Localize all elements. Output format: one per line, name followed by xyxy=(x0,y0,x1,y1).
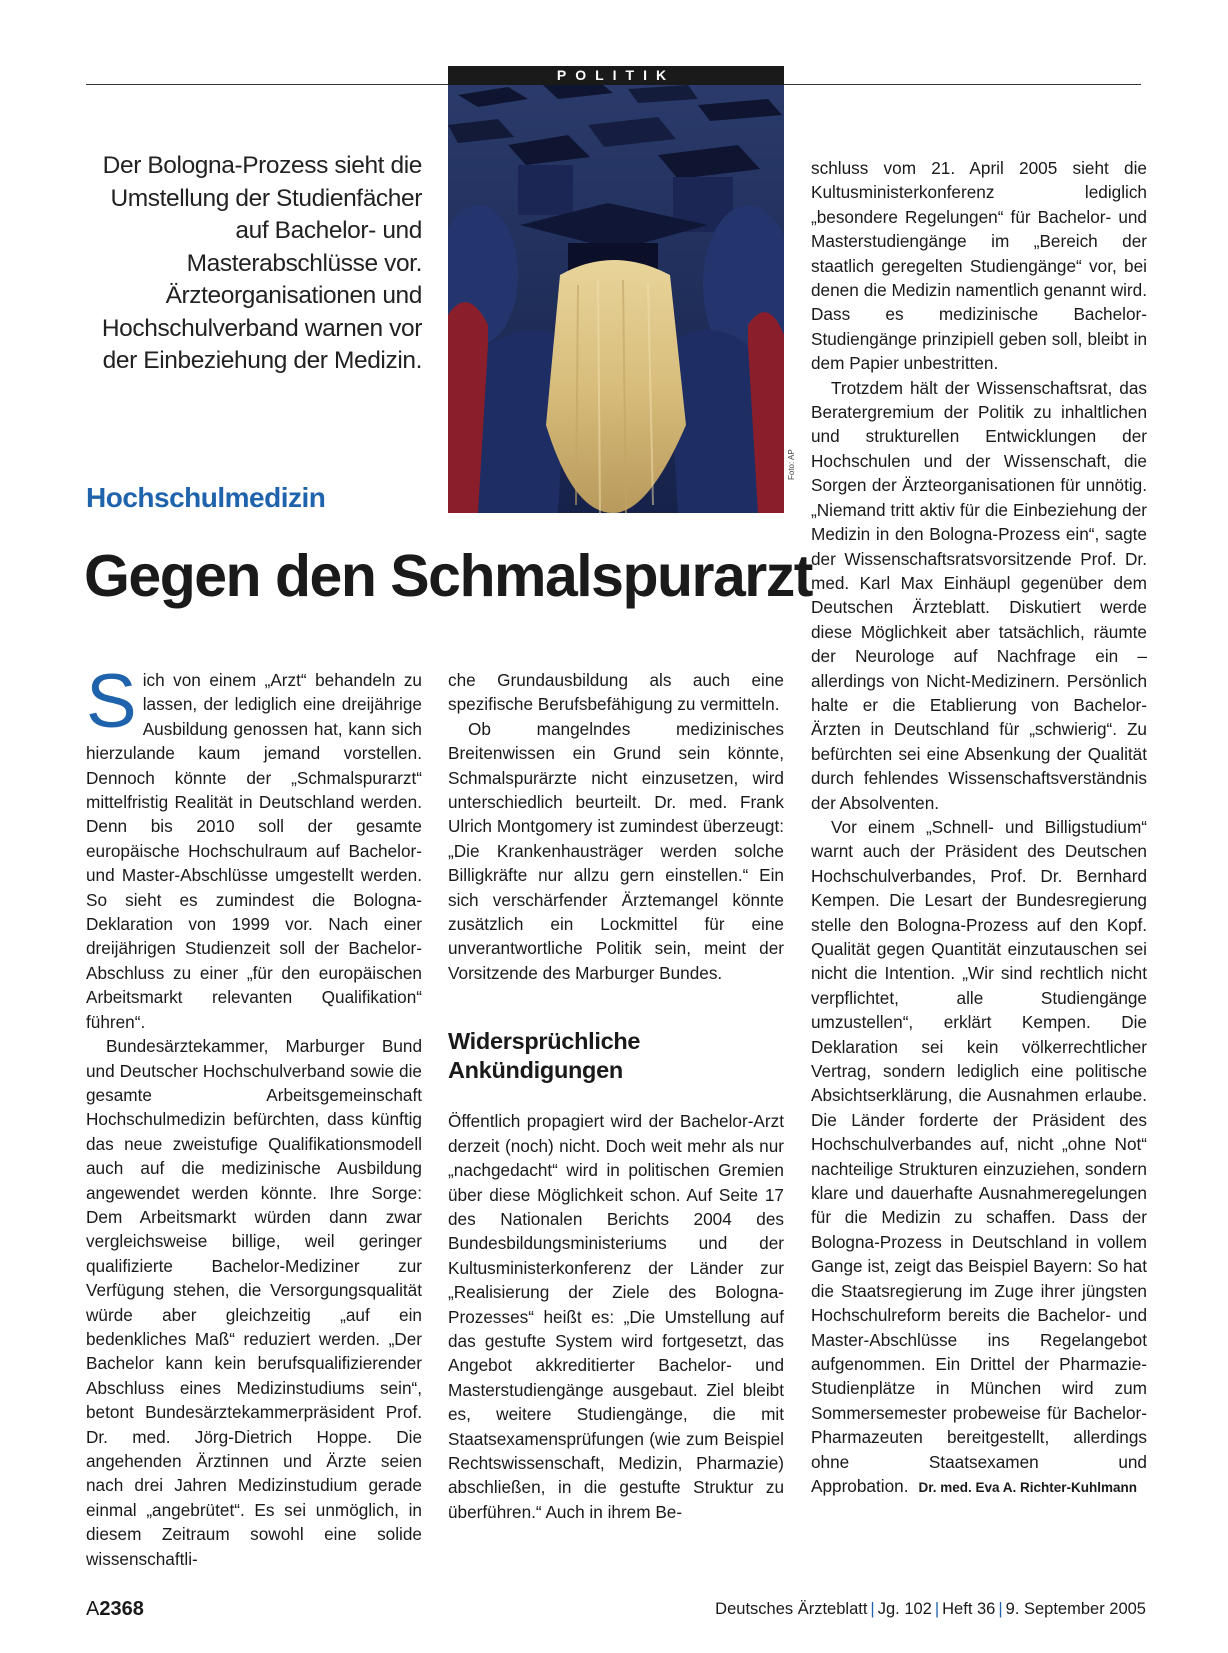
paragraph-1-text: ich von einem „Arzt“ behandeln zu lassen, der lediglich eine dreijährige Ausbildung genossen hat, kann sich hierzulande kaum jemand vorstellen. Dennoch könnte der „Schmalspurarzt“ mittelfristig Realität in Deutschland werden. Denn bis 2010 soll der gesamte europäische Hochschulraum auf Bachelor- und Master-Abschlüsse umgestellt werden. So sieht es zumindest die Bologna-Deklaration von 1999 vor. Nach einer dreijährigen Studienzeit soll der Bachelor-Abschluss zu einer „für den europäischen Arbeitsmarkt relevanten Qualifikation“ führen“. xyxy=(86,670,422,1032)
journal-date: 9. September 2005 xyxy=(1005,1600,1146,1618)
paragraph-6-text: Vor einem „Schnell- und Billigstudium“ warnt auch der Präsident des Deutschen Hochschulverbandes, Prof. Dr. Bernhard Kempen. Die Lesart der Bundesregierung stelle den Bologna-Prozess auf den Kopf. Qualität gegen Quantität einzutauschen sei nicht die Intention. „Wir sind rechtlich nicht verpflichtet, alle Studiengänge umzustellen“, erklärt Kempen. Die Deklaration sei kein völkerrechtlicher Vertrag, sondern lediglich eine politische Absichtserklärung, die Ausnahmen erlaube. Die Länder forderte der Präsident des Hochschulverbandes auf, nicht „ohne Not“ nachteilige Strukturen einzuziehen, sondern klare und dauerhafte Ausnahmeregelungen für die Medizin zu schaffen. Dass der Bologna-Prozess in Deutschland in vollem Gange ist, zeigt das Beispiel Bayern: So hat die Staatsregierung im Zuge ihrer jüngsten Hochschulreform bereits die Bachelor- und Master-Abschlüsse ins Regelangebot aufgenommen. Ein Drittel der Pharmazie-Studienplätze in München wird zum Sommersemester probeweise für Bachelor-Pharmazeuten bereitgestellt, allerdings ohne Staatsexamen und Approbation. xyxy=(811,816,1147,1496)
journal-name: Deutsches Ärzteblatt xyxy=(715,1600,868,1618)
headline: Gegen den Schmalspurarzt xyxy=(84,543,812,609)
page-prefix: A xyxy=(86,1598,100,1620)
paragraph-2: Bundesärztekammer, Marburger Bund und Deutscher Hochschulverband sowie die gesamte Arbeitsgemeinschaft Hochschulmedizin befürchten, dass künftig das neue zweistufige Qualifikationsmodell auch auf die medizinische Ausbildung angewendet werden könnte. Ihre Sorge: Dem Arbeitsmarkt würden dann zwar vergleichsweise billige, weil geringer qualifizierte Bachelor-Mediziner zur Verfügung stehen, die Versorgungsqualität würde aber gleichzeitig „auf ein bedenkliches Maß“ reduziert werden. „Der Bachelor kann kein berufsqualifizierender Abschluss eines Medizinstudiums sein“, betont Bundesärztekammerpräsident Prof. Dr. med. Jörg-Dietrich Hoppe. Die angehenden Ärztinnen und Ärzte seien nach drei Jahren Medizinstudium gerade einmal „angebrütet“. Es sei unmöglich, in diesem Zeitraum sowohl eine solide wissenschaftli- xyxy=(86,1036,422,1569)
journal-footer: Deutsches Ärzteblatt | Jg. 102 | Heft 36 | 9. September 2005 xyxy=(715,1600,1146,1618)
article-column-2 xyxy=(448,668,784,1524)
photo-credit: Foto: AP xyxy=(787,449,796,480)
subheading: Widersprüchliche Ankündigungen xyxy=(448,1028,641,1084)
paragraph-4-continued: schluss vom 21. April 2005 sieht die Kultusministerkonferenz lediglich „besondere Regelungen“ für Bachelor- und Masterstudiengänge im „Bereich der staatlich geregelten Studiengänge“ vor, bei denen die Medizin namentlich genannt wird. Dass es medizinische Bachelor-Studiengänge prinzipiell geben soll, bleibt in dem Papier unbestritten. xyxy=(811,158,1147,374)
article-column-1 xyxy=(86,659,422,1571)
journal-volume: Jg. 102 xyxy=(877,1600,932,1618)
teaser-text: Der Bologna-Prozess sieht die Umstellung der Studienfächer auf Bachelor- und Masterabschlüsse vor. Ärzteorganisationen und Hochschulverband warnen vor der Einbeziehung der Medizin. xyxy=(101,152,422,374)
journal-issue: Heft 36 xyxy=(942,1600,996,1618)
section-label: POLITIK xyxy=(448,66,784,85)
paragraph-3: Ob mangelndes medizinisches Breitenwissen ein Grund sein könnte, Schmalspurärzte nicht einzusetzen, wird unterschiedlich beurteilt. Dr. med. Frank Ulrich Montgomery ist zumindest überzeugt: „Die Krankenhausträger werden solche Billigkräfte nur allzu gern einstellen.“ Ein sich verschärfender Ärztemangel könnte zusätzlich ein Lockmittel für eine unverantwortliche Politik sein, meint der Vorsitzende des Marburger Bundes. xyxy=(448,718,784,983)
paragraph-6 xyxy=(811,815,1147,1500)
paragraph-2-continued: che Grundausbildung als auch eine spezifische Berufsbefähigung zu vermitteln. xyxy=(448,670,784,715)
paragraph-4: Öffentlich propagiert wird der Bachelor-Arzt derzeit (noch) nicht. Doch weit mehr als nur „nachgedacht“ wird in politischen Gremien über diese Möglichkeit schon. Auf Seite 17 des Nationalen Berichts 2004 des Bundesbildungsministeriums und der Kultusministerkonferenz der Länder zur „Realisierung der Ziele des Bologna-Prozesses“ heißt es: „Die Umstellung auf das gestufte System wird fortgesetzt, das Angebot akkreditierter Bachelor- und Masterstudiengänge ausgebaut. Ziel bleibt es, weitere Studiengänge, die mit Staatsexamensprüfungen (wie zum Beispiel Rechtswissenschaft, Medizin, Pharmazie) abschließen, in die gestufte Struktur zu überführen.“ Auch in ihrem Be- xyxy=(448,1111,784,1522)
paragraph-1 xyxy=(86,659,422,1034)
dropcap: S xyxy=(86,659,137,744)
article-column-3 xyxy=(811,156,1147,1500)
author-byline: Dr. med. Eva A. Richter-Kuhlmann xyxy=(918,1479,1138,1495)
paragraph-5: Trotzdem hält der Wissenschaftsrat, das Beratergremium der Politik zu inhaltlichen und strukturellen Entwicklungen der Hochschulen und der Wissenschaft, die Sorgen der Ärzteorganisationen für unnötig. „Niemand tritt aktiv für die Einbeziehung der Medizin in den Bologna-Prozess ein“, sagte der Wissenschaftsratsvorsitzende Prof. Dr. med. Karl Max Einhäupl gegenüber dem Deutschen Ärzteblatt. Diskutiert werde diese Möglichkeit aber tatsächlich, räumte der Neurologe auf Nachfrage ein – allerdings von Nicht-Medizinern. Persönlich halte er die Etablierung von Bachelor-Ärzten in Deutschland für „schwierig“. Zu befürchten sei eine Absenkung der Qualität durch fehlendes Wissenschaftsverständnis der Absolventen. xyxy=(811,377,1147,813)
kicker: Hochschulmedizin xyxy=(86,482,326,513)
page-number-value: 2368 xyxy=(99,1598,144,1620)
graduation-photo xyxy=(448,85,784,513)
page-number xyxy=(86,1598,144,1621)
